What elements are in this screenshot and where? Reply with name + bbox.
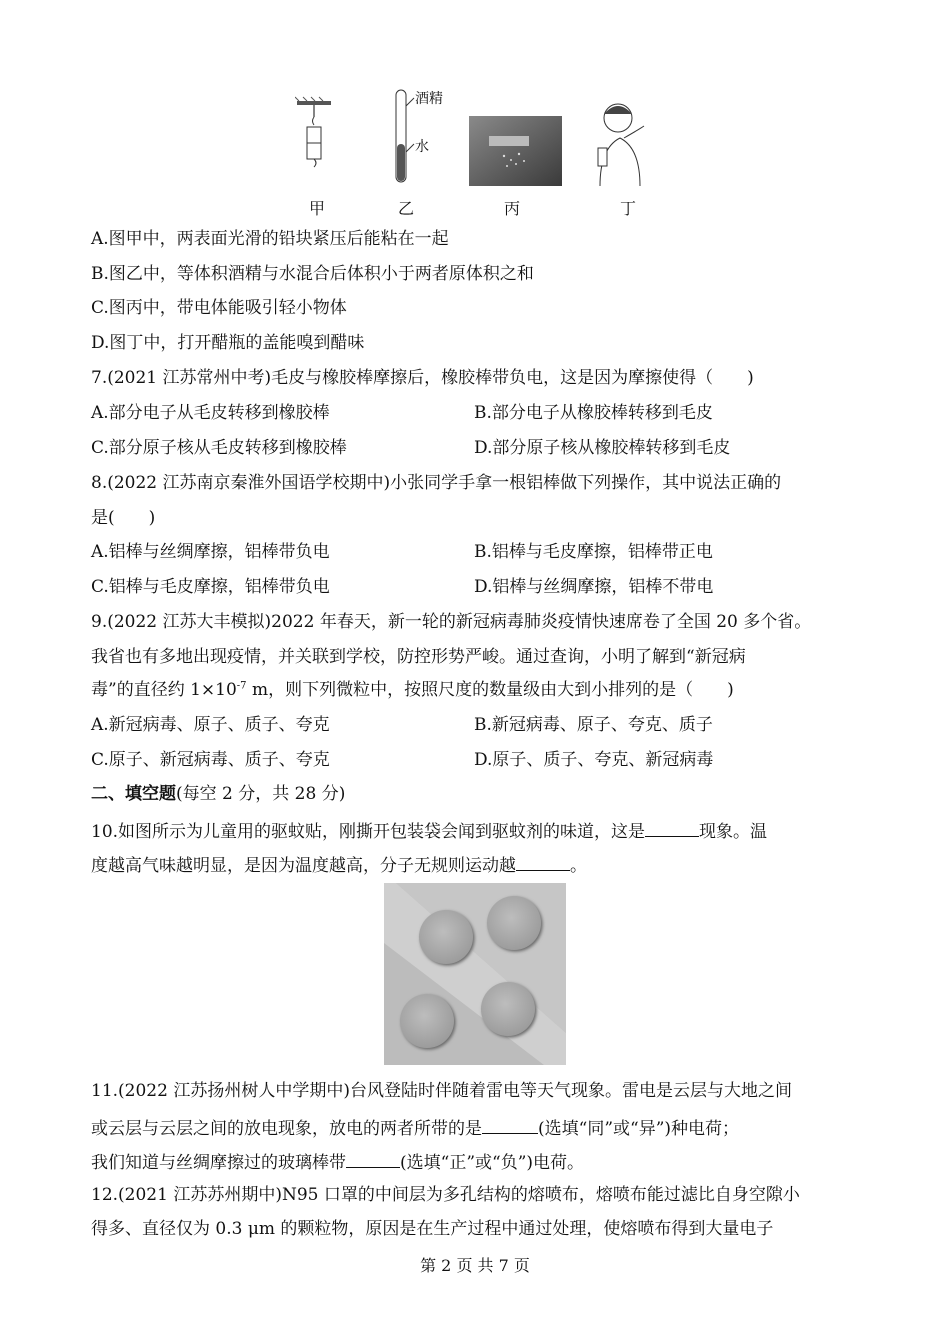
q6-option-d: D.图丁中，打开醋瓶的盖能嗅到醋味	[91, 333, 365, 353]
q8-stem-line1: 8.(2022 江苏南京秦淮外国语学校期中)小张同学手拿一根铝棒做下列操作，其中说法正确的	[91, 473, 782, 493]
q11-line1: 11.(2022 江苏扬州树人中学期中)台风登陆时伴随着雷电等天气现象。雷电是云层与大地之间	[91, 1081, 792, 1101]
q11-line3	[91, 1149, 584, 1174]
q8-option-b: B.铝棒与毛皮摩擦，铝棒带正电	[474, 542, 713, 562]
q6-option-c: C.图丙中，带电体能吸引轻小物体	[91, 298, 347, 318]
section-score-note: (每空 2 分，共 28 分)	[176, 784, 346, 804]
figure-label-yi: 乙	[398, 199, 415, 218]
q9-exponent: -7	[236, 680, 247, 692]
tube-label-water: 水	[415, 139, 429, 155]
page-footer: 第 2 页 共 7 页	[420, 1256, 530, 1275]
figure-mosquito-patches	[384, 883, 566, 1065]
figure-ding-person-smelling	[590, 96, 650, 188]
figure-label-ding: 丁	[620, 199, 637, 218]
q9-stem-line3	[91, 679, 734, 701]
q11-blank-2[interactable]	[346, 1149, 400, 1168]
q11-line3-post: (选填“正”或“负”)电荷。	[400, 1153, 585, 1173]
q7-stem: 7.(2021 江苏常州中考)毛皮与橡胶棒摩擦后，橡胶棒带负电，这是因为摩擦使得（ )	[91, 368, 754, 388]
q9-stem-line3-pre: 毒”的直径约 1×10	[91, 680, 237, 700]
q11-line2-post: (选填“同”或“异”)种电荷；	[538, 1119, 740, 1139]
patch-disc-4	[481, 982, 535, 1036]
q9-option-c: C.原子、新冠病毒、质子、夸克	[91, 750, 330, 770]
q10-blank-2[interactable]	[516, 852, 570, 871]
q12-line1: 12.(2021 江苏苏州期中)N95 口罩的中间层为多孔结构的熔喷布，熔喷布能过滤比自身空隙小	[91, 1185, 800, 1205]
figure-label-jia: 甲	[309, 199, 326, 218]
q6-option-b: B.图乙中，等体积酒精与水混合后体积小于两者原体积之和	[91, 264, 534, 284]
q10-line1	[91, 818, 767, 843]
patch-disc-3	[400, 994, 454, 1048]
tube-label-alcohol: 酒精	[415, 91, 443, 107]
section-title: 二、填空题	[91, 784, 176, 804]
q7-option-a: A.部分电子从毛皮转移到橡胶棒	[91, 403, 330, 423]
patch-disc-1	[419, 910, 473, 964]
q8-stem-line2: 是( )	[91, 508, 156, 528]
section-fill-in-heading	[91, 783, 345, 805]
patch-disc-2	[487, 896, 541, 950]
q10-blank-1[interactable]	[645, 818, 699, 837]
q7-option-d: D.部分原子核从橡胶棒转移到毛皮	[474, 438, 731, 458]
q9-stem-line1: 9.(2022 江苏大丰模拟)2022 年春天，新一轮的新冠病毒肺炎疫情快速席卷了全国 20 多个省。	[91, 612, 812, 632]
q7-option-b: B.部分电子从橡胶棒转移到毛皮	[474, 403, 713, 423]
q9-option-d: D.原子、质子、夸克、新冠病毒	[474, 750, 714, 770]
q10-line2-post: 。	[570, 856, 587, 876]
q12-line2: 得多、直径仅为 0.3 μm 的颗粒物，原因是在生产过程中通过处理，使熔喷布得到大量电子	[91, 1219, 774, 1239]
q11-line3-pre: 我们知道与丝绸摩擦过的玻璃棒带	[91, 1153, 346, 1173]
q11-blank-1[interactable]	[482, 1115, 538, 1134]
figure-label-bing: 丙	[504, 199, 521, 218]
q6-option-a: A.图甲中，两表面光滑的铅块紧压后能粘在一起	[91, 229, 449, 249]
q11-line2-pre: 或云层与云层之间的放电现象，放电的两者所带的是	[91, 1119, 482, 1139]
q7-option-c: C.部分原子核从毛皮转移到橡胶棒	[91, 438, 347, 458]
q10-line2	[91, 852, 587, 877]
q10-line1-pre: 10.如图所示为儿童用的驱蚊贴，刚撕开包装袋会闻到驱蚊剂的味道，这是	[91, 822, 646, 842]
q8-option-c: C.铝棒与毛皮摩擦，铝棒带负电	[91, 577, 330, 597]
q9-option-a: A.新冠病毒、原子、质子、夸克	[91, 715, 330, 735]
q11-line2	[91, 1115, 739, 1140]
q8-option-d: D.铝棒与丝绸摩擦，铝棒不带电	[474, 577, 714, 597]
figure-bing-comb-photo	[469, 116, 562, 186]
q10-line2-pre: 度越高气味越明显，是因为温度越高，分子无规则运动越	[91, 856, 516, 876]
q8-option-a: A.铝棒与丝绸摩擦，铝棒带负电	[91, 542, 330, 562]
figure-jia-lead-blocks	[295, 95, 335, 185]
q9-stem-line2: 我省也有多地出现疫情，并关联到学校，防控形势严峻。通过查询，小明了解到“新冠病	[91, 647, 746, 667]
q9-stem-line3-post: m，则下列微粒中，按照尺度的数量级由大到小排列的是（ )	[246, 680, 734, 700]
q10-line1-post: 现象。温	[699, 822, 768, 842]
q9-option-b: B.新冠病毒、原子、夸克、质子	[474, 715, 713, 735]
